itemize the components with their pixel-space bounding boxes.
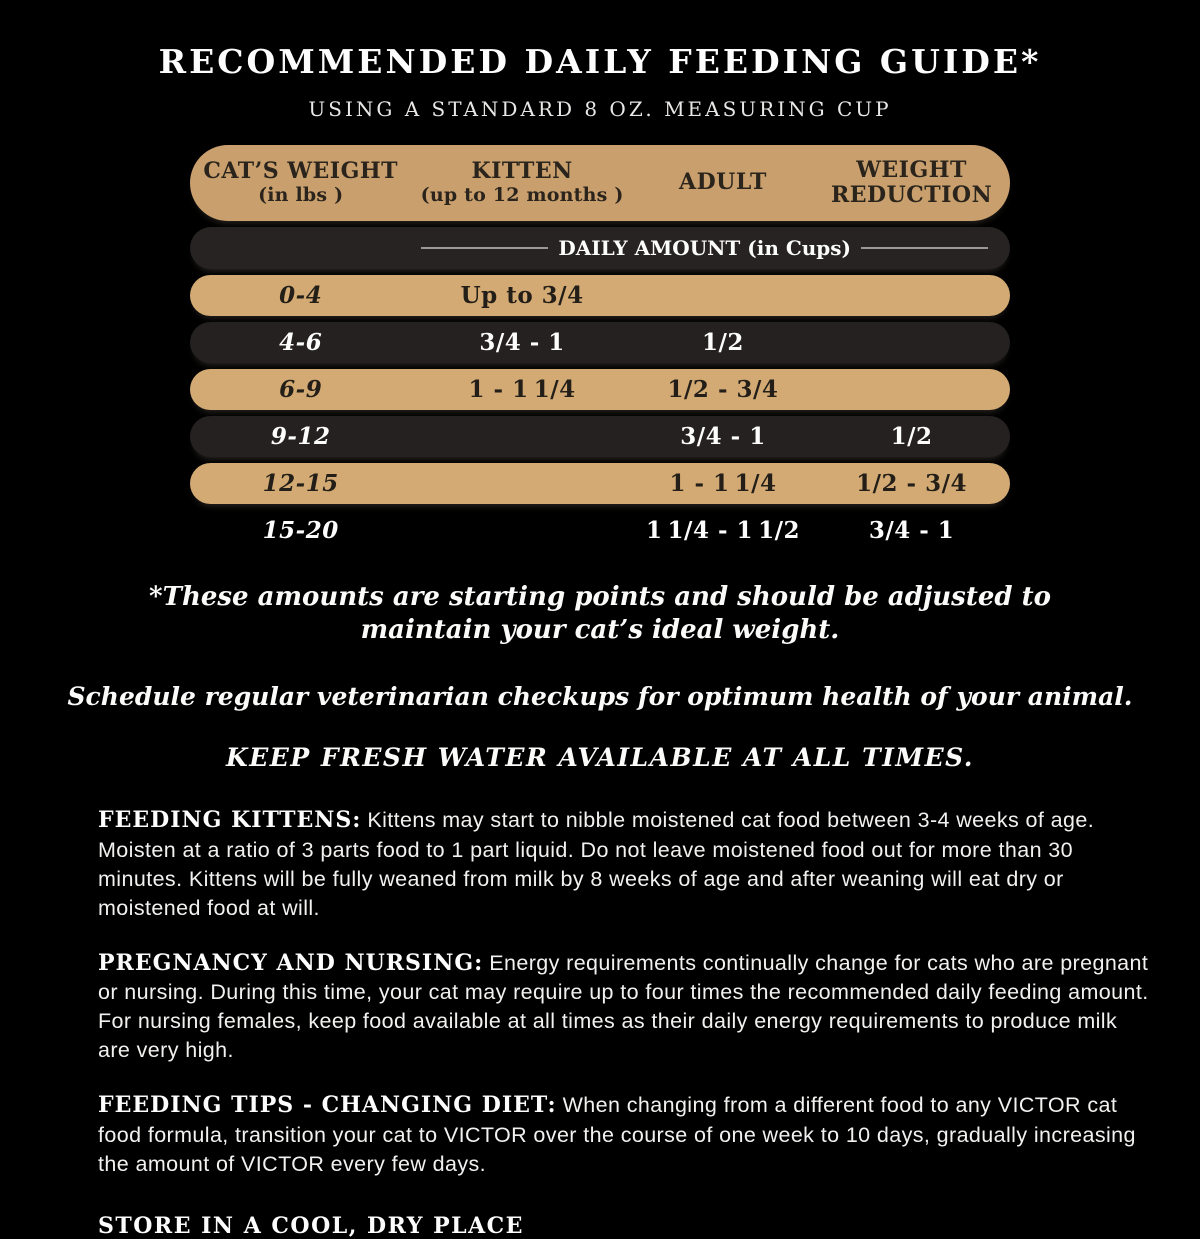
cell-weight-range: 9-12 [270, 423, 331, 450]
section-body: Kittens may start to nibble moistened cat food between 3-4 weeks of age. Moisten at a ratio of 3 parts food to 1 part liquid. Do not leave moistened food out for more than 30 minutes. Kittens will be fully weaned from milk by 8 weeks of age and after weaning will eat dry or moistened food at will. [98, 808, 1095, 920]
column-header-cats-weight: CAT’S WEIGHT (in lbs ) [203, 158, 399, 206]
section-heading: PREGNANCY AND NURSING: [98, 949, 484, 976]
section-body: Energy requirements continually change for cats who are pregnant or nursing. During this time, your cat may require up to four times the recommended daily feeding amount. For nursing females, keep food available at all times as their daily energy requirements to produce milk are very high. [98, 950, 1149, 1063]
storage-instruction: STORE IN A COOL, DRY PLACE [98, 1213, 524, 1239]
cell-weight-range: 6-9 [279, 376, 323, 403]
cell-kitten-amount: 3/4 - 1 [479, 329, 565, 356]
cell-kitten-amount: 1 - 1 1/4 [468, 376, 576, 403]
page-subtitle: USING A STANDARD 8 OZ. MEASURING CUP [308, 97, 892, 121]
cell-weight-range: 12-15 [262, 470, 339, 497]
column-header-weight-reduction: WEIGHT REDUCTION [830, 156, 993, 208]
cell-adult-amount: 3/4 - 1 [680, 423, 766, 450]
adjustment-footnote: *These amounts are starting points and should be adjusted to maintain your cat’s ideal weight. [149, 582, 1051, 645]
cell-weight-reduction-amount: 1/2 [890, 423, 933, 450]
fresh-water-note: KEEP FRESH WATER AVAILABLE AT ALL TIMES. [225, 743, 974, 772]
rule-line-left [421, 247, 548, 249]
cell-weight-reduction-amount: 3/4 - 1 [868, 517, 955, 544]
cell-weight-reduction-amount: 1/2 - 3/4 [856, 470, 967, 497]
daily-amount-label: DAILY AMOUNT (in Cups) [558, 236, 852, 260]
cell-adult-amount: 1 - 1 1/4 [669, 470, 777, 497]
table-row [190, 463, 1010, 504]
cell-kitten-amount: Up to 3/4 [460, 282, 584, 309]
table-header-row [190, 145, 1010, 221]
info-sections [98, 806, 1150, 1179]
table-row [190, 275, 1010, 316]
section-feeding-kittens [98, 806, 1150, 923]
cell-weight-range: 15-20 [262, 517, 339, 544]
section-heading: FEEDING KITTENS: [98, 807, 362, 833]
feeding-table [190, 145, 1010, 551]
section-feeding-tips [98, 1091, 1150, 1179]
table-row [190, 369, 1010, 410]
rule-line-right [861, 247, 988, 249]
cell-adult-amount: 1 1/4 - 1 1/2 [645, 517, 801, 544]
cell-weight-range: 0-4 [279, 282, 323, 309]
veterinarian-note: Schedule regular veterinarian checkups for optimum health of your animal. [67, 682, 1133, 711]
section-pregnancy-nursing [98, 949, 1150, 1066]
page-title: RECOMMENDED DAILY FEEDING GUIDE* [158, 42, 1042, 81]
daily-amount-banner [190, 227, 1010, 269]
cell-weight-range: 4-6 [279, 329, 323, 356]
table-row [190, 416, 1010, 457]
table-row [190, 510, 1010, 551]
section-body: When changing from a different food to any VICTOR cat food formula, transition your cat to VICTOR over the course of one week to 10 days, gradually increasing the amount of VICTOR every few days. [98, 1093, 1136, 1177]
column-header-kitten: KITTEN (up to 12 months ) [420, 158, 624, 206]
table-row [190, 322, 1010, 363]
section-heading: FEEDING TIPS - CHANGING DIET: [98, 1092, 557, 1119]
column-header-adult: ADULT [679, 169, 767, 196]
cell-adult-amount: 1/2 - 3/4 [667, 376, 779, 403]
cell-adult-amount: 1/2 [702, 329, 744, 356]
